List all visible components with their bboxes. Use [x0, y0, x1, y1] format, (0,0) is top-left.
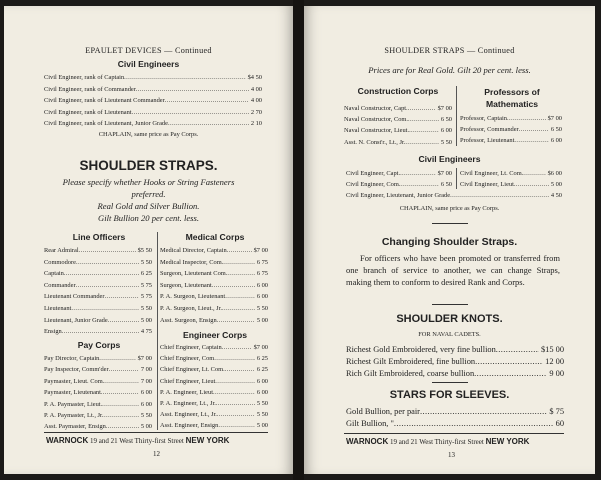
- price-row: [44, 364, 152, 375]
- price-row: [160, 420, 268, 431]
- line-officers-heading: Line Officers: [72, 232, 126, 242]
- item-price: $15 00: [540, 345, 564, 354]
- price-row: [160, 364, 268, 375]
- price-row: [160, 376, 268, 387]
- price-row: [160, 398, 268, 409]
- item-price: $6 00: [547, 170, 562, 177]
- price-row: [44, 257, 152, 269]
- price-row: [44, 268, 152, 280]
- item-label: Chief Engineer, Lieut: [160, 377, 216, 385]
- item-price: 6 00: [256, 293, 268, 301]
- item-price: 4 50: [550, 192, 562, 199]
- item-label: Naval Constructor, Com.: [344, 116, 408, 124]
- leader-dots: [216, 398, 255, 409]
- medical-corps-list: [160, 245, 268, 326]
- price-row: [160, 268, 268, 280]
- engineer-corps-list: [160, 342, 268, 432]
- item-label: P. A. Surgeon, Lieutenant: [160, 293, 226, 301]
- footer-brand: WARNOCK: [346, 437, 389, 446]
- price-row: [160, 291, 268, 303]
- leader-dots: [218, 420, 254, 431]
- leader-dots: [99, 353, 135, 364]
- item-label: Richest Gilt Embroidered, fine bullion: [346, 357, 476, 366]
- left-header: EPAULET DEVICES — Continued: [85, 46, 212, 55]
- item-price: 6 00: [256, 388, 268, 396]
- item-price: 5 00: [550, 181, 562, 188]
- leader-dots: [507, 113, 546, 124]
- item-label: Paymaster, Lieutenant: [44, 389, 101, 397]
- civil-engineers-heading: Civil Engineers: [418, 154, 481, 164]
- price-row: [44, 84, 262, 96]
- shoulder-straps-title: SHOULDER STRAPS.: [79, 158, 218, 173]
- item-label: Civil Engineer, rank of Lieutenant, Junior Grade: [44, 120, 168, 127]
- item-label: Ensign: [44, 328, 62, 336]
- straps-gilt-note: Gilt Bullion 20 per cent. less.: [98, 213, 199, 223]
- item-label: Asst. Engineer, Ensign: [160, 422, 219, 430]
- price-row: [344, 125, 452, 136]
- footer-city: NEW YORK: [485, 437, 530, 446]
- price-row: [44, 315, 152, 327]
- leader-dots: [215, 376, 255, 387]
- section-rule: [432, 382, 468, 383]
- item-label: Commander: [44, 281, 76, 289]
- item-label: Commodore: [44, 258, 76, 266]
- price-row: [160, 303, 268, 315]
- item-label: Asst. Surgeon, Ensign: [160, 316, 217, 324]
- leader-dots: [213, 387, 255, 398]
- leader-dots: [227, 268, 254, 280]
- price-row: [460, 179, 562, 190]
- chaplain-note: CHAPLAIN, same price as Pay Corps.: [399, 205, 500, 212]
- item-price: $7 00: [547, 115, 562, 122]
- price-row: [44, 107, 262, 119]
- leader-dots: [62, 326, 139, 338]
- item-label: Lieutenant: [44, 304, 72, 312]
- item-price: 6 50: [550, 126, 562, 134]
- item-label: P. A. Paymaster, Lt., Jr.: [44, 412, 104, 420]
- changing-straps-text: For officers who have been promoted or transferred from one branch of service to another, we can change Straps, making them to conform to desired Rank and Corps.: [346, 253, 560, 287]
- price-row: [44, 291, 152, 303]
- item-price: $4 50: [247, 74, 262, 81]
- item-price: 6 00: [140, 400, 152, 408]
- item-label: Civil Engineer, rank of Captain: [44, 74, 125, 81]
- right-header: SHOULDER STRAPS — Continued: [384, 46, 515, 55]
- straps-bullion-note: Real Gold and Silver Bullion.: [97, 201, 200, 211]
- leader-dots: [409, 125, 439, 136]
- changing-straps-title: Changing Shoulder Straps.: [381, 236, 518, 248]
- civil-engineers-list-right: [460, 168, 562, 190]
- price-row: [44, 326, 152, 338]
- leader-dots: [217, 409, 255, 420]
- straps-instruction-1: Please specify whether Hooks or String Fasteners: [62, 177, 235, 187]
- item-label: Civil Engineer, Capt.: [346, 170, 401, 177]
- item-label: Pay Inspector, Comm'der: [44, 366, 109, 374]
- item-price: 5 50: [440, 138, 452, 146]
- leader-dots: [227, 245, 252, 257]
- item-label: Civil Engineer, rank of Lieutenant: [44, 108, 132, 116]
- pay-corps-list: [44, 353, 152, 433]
- item-label: Captain: [44, 270, 64, 278]
- section-rule: [432, 304, 468, 305]
- civil-engineers-full-row: [346, 190, 562, 201]
- naval-cadets-note: FOR NAVAL CADETS.: [418, 331, 481, 338]
- item-price: 5 00: [140, 316, 152, 324]
- shoulder-knots-list: [346, 344, 564, 380]
- item-price: 7 00: [140, 366, 152, 374]
- item-label: Professor, Lieutenant: [460, 137, 515, 145]
- leader-dots: [223, 257, 255, 269]
- item-label: Rear Admiral: [44, 247, 79, 254]
- leader-dots: [400, 168, 436, 179]
- price-row: [346, 418, 564, 430]
- item-label: Lieutenant Commander: [44, 293, 105, 301]
- item-label: Pay Director, Captain: [44, 355, 100, 362]
- item-price: 4 00: [250, 85, 262, 93]
- item-label: Surgeon, Lieutenant Com.: [160, 270, 228, 278]
- item-price: 5 50: [256, 304, 268, 312]
- leader-dots: [222, 303, 255, 315]
- price-row: [44, 280, 152, 292]
- column-divider: [456, 86, 457, 146]
- leader-dots: [101, 387, 139, 398]
- construction-corps-heading: Construction Corps: [357, 86, 439, 96]
- leader-dots: [394, 418, 554, 430]
- item-label: Civil Engineer, rank of Lieutenant Commander: [44, 97, 165, 104]
- leader-dots: [109, 364, 139, 375]
- leader-dots: [225, 291, 255, 303]
- leader-dots: [76, 257, 139, 269]
- item-price: 2 70: [250, 108, 262, 116]
- item-price: $7 00: [253, 247, 268, 254]
- leader-dots: [79, 245, 136, 257]
- price-row: [160, 342, 268, 353]
- price-row: [160, 245, 268, 257]
- item-price: 5 50: [256, 400, 268, 408]
- page-number: 13: [448, 451, 455, 459]
- leader-dots: [496, 344, 539, 356]
- item-label: Chief Engineer, Captain: [160, 344, 222, 351]
- item-label: Asst. N. Const'r., Lt., Jr.: [344, 138, 406, 146]
- price-row: [346, 168, 452, 179]
- item-price: $7 00: [253, 344, 268, 351]
- construction-corps-list: [344, 103, 452, 148]
- leader-dots: [420, 406, 547, 418]
- item-price: $5 50: [137, 247, 152, 254]
- civil-engineers-list-left: [346, 168, 452, 190]
- price-row: [346, 190, 562, 201]
- item-price: 2 10: [250, 120, 262, 127]
- footer-address: 19 and 21 West Thirty-first Street: [89, 437, 184, 445]
- price-row: [160, 280, 268, 292]
- column-divider: [456, 168, 457, 189]
- shoulder-knots-title: SHOULDER KNOTS.: [396, 313, 503, 325]
- price-row: [44, 410, 152, 421]
- item-label: Asst. Engineer, Lt., Jr.: [160, 411, 217, 419]
- item-price: 6 75: [256, 270, 268, 278]
- right-footer: [346, 437, 529, 446]
- item-price: 5 50: [140, 304, 152, 312]
- chaplain-note: CHAPLAIN, same price as Pay Corps.: [98, 131, 199, 138]
- item-label: Asst. Paymaster, Ensign: [44, 423, 106, 431]
- item-price: 60: [555, 419, 564, 428]
- item-label: Paymaster, Lieut. Com.: [44, 377, 105, 385]
- item-label: Chief Engineer, Lt. Com.: [160, 366, 225, 374]
- leader-dots: [400, 179, 438, 190]
- item-price: 6 75: [256, 258, 268, 266]
- price-row: [346, 356, 564, 368]
- price-row: [460, 135, 562, 146]
- item-price: $7 00: [437, 105, 452, 112]
- leader-dots: [519, 124, 549, 135]
- item-price: $7 00: [137, 355, 152, 362]
- leader-dots: [225, 364, 255, 375]
- leader-dots: [104, 376, 139, 387]
- left-page: [4, 6, 293, 474]
- item-label: P. A. Paymaster, Lieut.: [44, 400, 103, 408]
- civil-engineers-heading: Civil Engineers: [117, 59, 180, 69]
- item-price: 5 00: [256, 316, 268, 324]
- item-label: Civil Engineer, Lt. Com.: [460, 170, 524, 177]
- item-price: 7 00: [140, 377, 152, 385]
- footer-city: NEW YORK: [185, 436, 230, 445]
- price-row: [344, 137, 452, 148]
- item-price: 9 00: [549, 369, 564, 378]
- price-row: [44, 95, 262, 107]
- item-label: Medical Director, Captain: [160, 247, 227, 254]
- footer-rule: [44, 432, 268, 433]
- leader-dots: [165, 95, 249, 107]
- item-label: Rich Gilt Embroidered, coarse bullion: [346, 369, 475, 378]
- leader-dots: [523, 168, 545, 179]
- price-row: [460, 113, 562, 124]
- left-footer: [46, 436, 229, 445]
- leader-dots: [408, 114, 439, 125]
- price-row: [346, 368, 564, 380]
- item-label: P. A. Surgeon, Lieut., Jr.: [160, 304, 223, 312]
- leader-dots: [405, 137, 438, 148]
- item-price: 6 25: [256, 355, 268, 363]
- price-row: [160, 315, 268, 327]
- price-note: Prices are for Real Gold. Gilt 20 per cent. less.: [368, 65, 531, 75]
- leader-dots: [71, 303, 138, 315]
- leader-dots: [212, 280, 255, 292]
- price-row: [460, 124, 562, 135]
- item-label: Professor, Captain: [460, 115, 507, 122]
- price-row: [346, 344, 564, 356]
- professors-list: [460, 113, 562, 147]
- leader-dots: [102, 399, 139, 410]
- item-price: 6 50: [440, 181, 452, 188]
- item-price: 6 50: [440, 116, 452, 124]
- leader-dots: [474, 368, 547, 380]
- price-row: [44, 399, 152, 410]
- price-row: [160, 257, 268, 269]
- item-price: 6 00: [140, 389, 152, 397]
- item-label: Professor, Commander: [460, 126, 519, 134]
- item-price: 6 00: [440, 127, 452, 135]
- item-price: 5 00: [140, 423, 152, 431]
- item-price: 5 50: [140, 258, 152, 266]
- item-price: 12 00: [545, 357, 564, 366]
- item-label: Civil Engineer, Lieut.: [460, 181, 516, 188]
- price-row: [44, 72, 262, 84]
- engineer-corps-heading: Engineer Corps: [183, 330, 247, 340]
- price-row: [344, 114, 452, 125]
- item-label: Naval Constructor, Capt.: [344, 105, 408, 112]
- item-price: 6 00: [256, 281, 268, 289]
- price-row: [346, 179, 452, 190]
- price-row: [44, 353, 152, 364]
- item-price: 6 25: [140, 270, 152, 278]
- item-price: $7 00: [437, 170, 452, 177]
- item-label: Civil Engineer, rank of Commander: [44, 85, 136, 93]
- item-price: 4 00: [250, 97, 262, 104]
- item-price: 6 25: [256, 366, 268, 374]
- item-price: 5 50: [256, 411, 268, 419]
- item-label: Richest Gold Embroidered, very fine bullion: [346, 345, 496, 354]
- leader-dots: [450, 190, 549, 201]
- column-divider: [157, 232, 158, 430]
- item-label: Medical Inspector, Com.: [160, 258, 224, 266]
- price-row: [346, 406, 564, 418]
- price-row: [44, 376, 152, 387]
- item-price: 6 00: [256, 377, 268, 385]
- epaulet-list: [44, 72, 262, 130]
- item-price: $ 75: [549, 407, 564, 416]
- price-row: [344, 103, 452, 114]
- book-gutter: [293, 0, 304, 480]
- leader-dots: [136, 84, 249, 96]
- leader-dots: [475, 356, 543, 368]
- price-row: [44, 245, 152, 257]
- page-number: 12: [153, 450, 160, 458]
- item-label: P. A. Engineer, Lt., Jr.: [160, 400, 216, 408]
- price-row: [460, 168, 562, 179]
- right-page: [304, 6, 595, 474]
- item-price: 4 75: [140, 328, 152, 336]
- professors-heading: Professors of Mathematics: [484, 87, 540, 109]
- straps-instruction-2: preferred.: [131, 189, 166, 199]
- item-label: Gilt Bullion, ": [346, 419, 394, 428]
- leader-dots: [408, 103, 436, 114]
- price-row: [160, 353, 268, 364]
- item-label: Naval Constructor, Lieut.: [344, 127, 410, 135]
- item-label: P. A. Engineer, Lieut: [160, 388, 213, 396]
- line-officers-list: [44, 245, 152, 338]
- leader-dots: [108, 315, 139, 327]
- footer-rule: [344, 433, 564, 434]
- item-price: 5 75: [140, 293, 152, 301]
- leader-dots: [132, 107, 249, 119]
- leader-dots: [222, 342, 252, 353]
- item-price: 5 50: [140, 412, 152, 420]
- medical-corps-heading: Medical Corps: [185, 232, 245, 242]
- leader-dots: [214, 353, 255, 364]
- leader-dots: [124, 72, 245, 84]
- footer-brand: WARNOCK: [46, 436, 89, 445]
- item-label: Chief Engineer, Com: [160, 355, 215, 363]
- stars-list: [346, 406, 564, 430]
- leader-dots: [76, 280, 139, 292]
- stars-for-sleeves-title: STARS FOR SLEEVES.: [389, 389, 510, 401]
- item-price: 5 00: [256, 422, 268, 430]
- leader-dots: [515, 179, 548, 190]
- item-label: Lieutenant, Junior Grade: [44, 316, 108, 324]
- price-row: [44, 387, 152, 398]
- leader-dots: [514, 135, 548, 146]
- item-label: Surgeon, Lieutenant: [160, 281, 212, 289]
- leader-dots: [168, 118, 249, 130]
- price-row: [160, 409, 268, 420]
- item-label: Civil Engineer, Com.: [346, 181, 401, 188]
- leader-dots: [64, 268, 139, 280]
- item-label: Gold Bullion, per pair: [346, 407, 420, 416]
- pay-corps-heading: Pay Corps: [77, 340, 121, 350]
- leader-dots: [103, 410, 138, 421]
- section-rule: [432, 223, 468, 224]
- item-price: 5 75: [140, 281, 152, 289]
- price-row: [44, 303, 152, 315]
- item-label: Civil Engineer, Lieutenant, Junior Grade: [346, 192, 451, 199]
- price-row: [44, 118, 262, 130]
- footer-address: 19 and 21 West Thirty-first Street: [389, 438, 484, 446]
- price-row: [160, 387, 268, 398]
- leader-dots: [217, 315, 255, 327]
- leader-dots: [105, 291, 139, 303]
- item-price: 6 00: [550, 137, 562, 145]
